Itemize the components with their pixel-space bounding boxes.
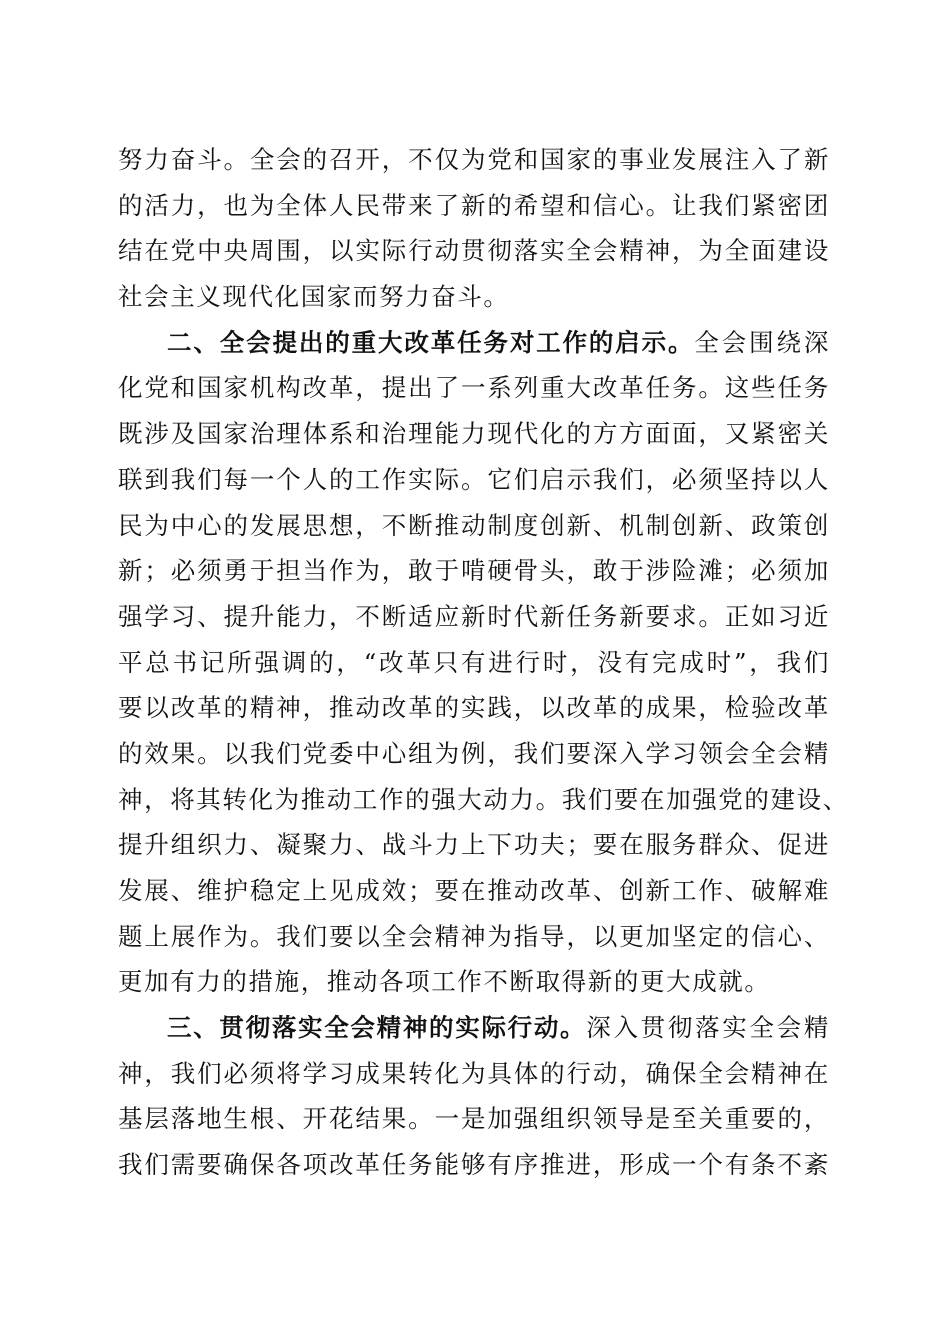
paragraph-2-line-9: 要以改革的精神，推动改革的实践，以改革的成果，检验改革 — [118, 693, 830, 723]
paragraph-2-first-line — [118, 320, 830, 366]
paragraph-2-line-7: 强学习、提升能力，不断适应新时代新任务新要求。正如习近 — [118, 601, 830, 631]
paragraph-2-line-12: 提升组织力、凝聚力、战斗力上下功夫；要在服务群众、促进 — [118, 830, 830, 860]
paragraph-2-line-4: 联到我们每一个人的工作实际。它们启示我们，必须坚持以人 — [118, 464, 830, 494]
paragraph-2-line-15: 更加有力的措施，推动各项工作不断取得新的更大成就。 — [118, 967, 771, 997]
paragraph-2-line-3: 既涉及国家治理体系和治理能力现代化的方方面面，又紧密关 — [118, 419, 830, 449]
paragraph-2-line-6: 新；必须勇于担当作为，敢于啃硬骨头，敢于涉险滩；必须加 — [118, 556, 830, 586]
section-2-heading: 二、全会提出的重大改革任务对工作的启示。 — [167, 327, 695, 357]
paragraph-2-line-14: 题上展作为。我们要以全会精神为指导，以更加坚定的信心、 — [118, 921, 830, 951]
paragraph-3-first-line-text: 深入贯彻落实全会精 — [586, 1013, 830, 1043]
paragraph-3-line-3: 基层落地生根、开花结果。一是加强组织领导是至关重要的， — [118, 1104, 830, 1134]
paragraph-1-line-4: 社会主义现代化国家而努力奋斗。 — [118, 282, 510, 312]
document-body — [118, 137, 849, 1188]
paragraph-3-line-2: 神，我们必须将学习成果转化为具体的行动，确保全会精神在 — [118, 1058, 830, 1088]
paragraph-1-line-3: 结在党中央周围，以实际行动贯彻落实全会精神，为全面建设 — [118, 236, 830, 266]
paragraph-1-line-2: 的活力，也为全体人民带来了新的希望和信心。让我们紧密团 — [118, 190, 830, 220]
paragraph-2-line-11: 神，将其转化为推动工作的强大动力。我们要在加强党的建设、 — [118, 784, 849, 814]
paragraph-2-line-2: 化党和国家机构改革，提出了一系列重大改革任务。这些任务 — [118, 373, 830, 403]
paragraph-1-line-1: 努力奋斗。全会的召开，不仅为党和国家的事业发展注入了新 — [118, 145, 830, 174]
paragraph-2-line-5: 民为中心的发展思想，不断推动制度创新、机制创新、政策创 — [118, 510, 830, 540]
paragraph-2-first-line-text: 全会围绕深 — [694, 327, 831, 357]
paragraph-3-line-4: 我们需要确保各项改革任务能够有序推进，形成一个有条不紊 — [118, 1150, 830, 1180]
paragraph-2-line-8: 平总书记所强调的，“改革只有进行时，没有完成时”，我们 — [118, 647, 830, 677]
paragraph-2-line-13: 发展、维护稳定上见成效；要在推动改革、创新工作、破解难 — [118, 876, 830, 905]
paragraph-3-first-line — [118, 1005, 830, 1051]
paragraph-2-line-10: 的效果。以我们党委中心组为例，我们要深入学习领会全会精 — [118, 738, 830, 768]
section-3-heading: 三、贯彻落实全会精神的实际行动。 — [167, 1013, 587, 1043]
